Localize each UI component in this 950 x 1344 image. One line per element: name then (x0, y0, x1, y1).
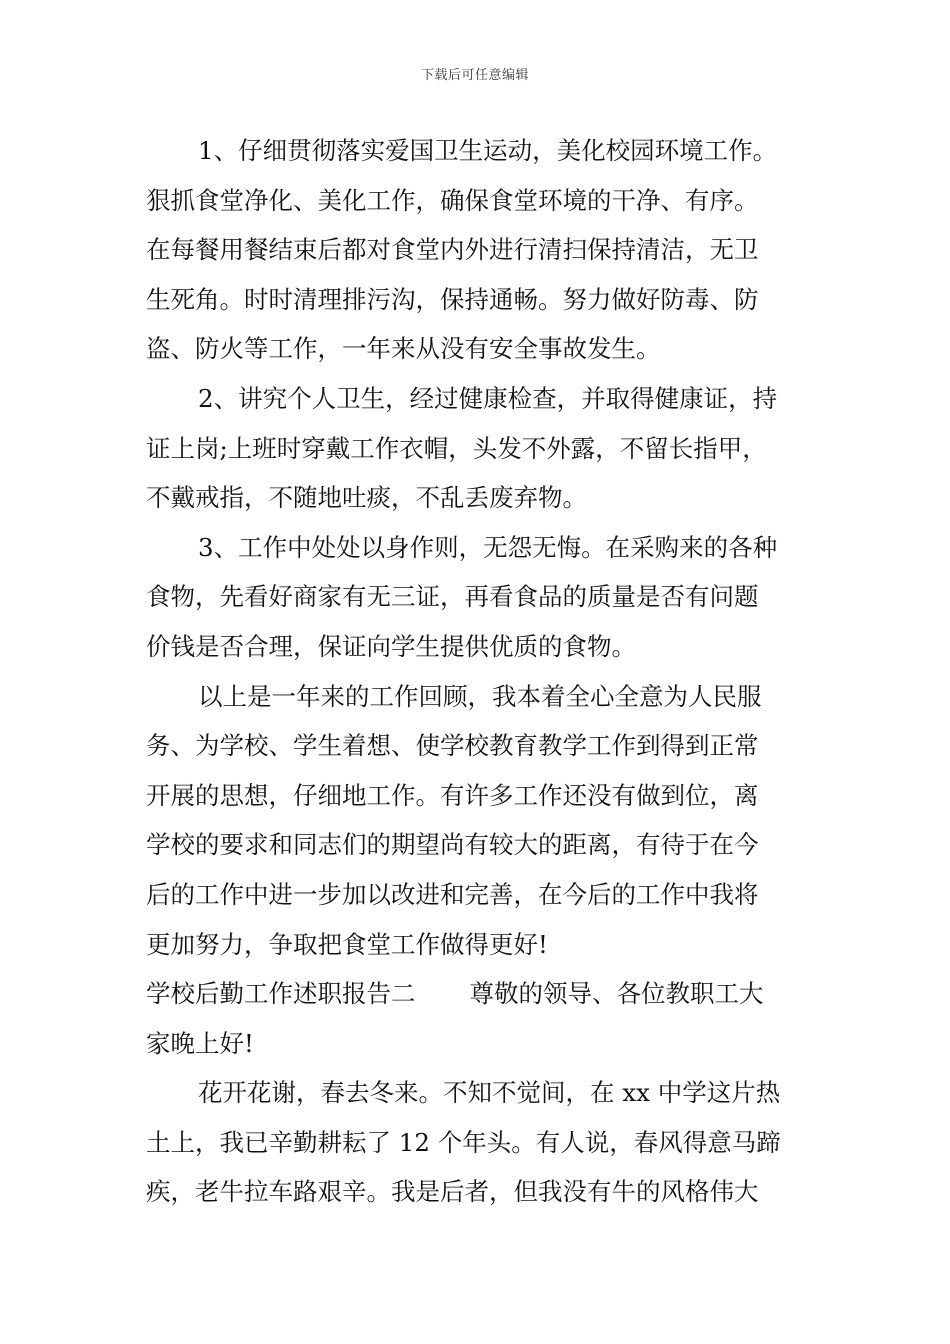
text-line: 不戴戒指，不随地吐痰，不乱丢废弃物。 (146, 483, 587, 513)
text-line: 2、讲究个人卫生，经过健康检查，并取得健康证，持 (198, 383, 778, 413)
document-body (146, 126, 806, 1217)
text-line: 花开花谢，春去冬来。不知不觉间，在 xx 中学这片热 (198, 1078, 781, 1108)
text-line: 3、工作中处处以身作则，无怨无悔。在采购来的各种 (198, 532, 778, 562)
text-line: 盗、防火等工作，一年来从没有安全事故发生。 (146, 334, 661, 364)
text-line: 更加努力，争取把食堂工作做得更好! (146, 929, 548, 959)
page-header: 下载后可任意编辑 (420, 68, 529, 83)
section-heading-line (146, 969, 806, 1019)
text-line: 开展的思想，仔细地工作。有许多工作还没有做到位，离 (146, 780, 759, 810)
text-line: 狠抓食堂净化、美化工作，确保食堂环境的干净、有序。 (146, 185, 759, 215)
text-line: 生死角。时时清理排污沟，保持通畅。努力做好防毒、防 (146, 284, 759, 314)
text-line: 学校的要求和同志们的期望尚有较大的距离，有待于在今 (146, 830, 759, 860)
text-line: 土上，我已辛勤耕耘了 12 个年头。有人说，春风得意马蹄 (146, 1127, 781, 1157)
greeting-text: 尊敬的领导、各位教职工大 (469, 979, 764, 1009)
text-line: 食物，先看好商家有无三证，再看食品的质量是否有问题 (146, 582, 759, 612)
text-line: 疾，老牛拉车路艰辛。我是后者，但我没有牛的风格伟大 (146, 1177, 759, 1207)
text-line: 务、为学校、学生着想、使学校教育教学工作到得到正常 (146, 731, 759, 761)
text-line: 后的工作中进一步加以改进和完善，在今后的工作中我将 (146, 879, 759, 909)
text-line: 证上岗;上班时穿戴工作衣帽，头发不外露，不留长指甲， (146, 433, 767, 463)
text-line: 在每餐用餐结束后都对食堂内外进行清扫保持清洁，无卫 (146, 235, 759, 265)
section-title: 学校后勤工作述职报告二 (146, 979, 416, 1009)
greeting-continuation: 家晚上好! (146, 1028, 254, 1058)
text-line: 1、仔细贯彻落实爱国卫生运动，美化校园环境工作。 (198, 136, 778, 165)
text-line: 价钱是否合理，保证向学生提供优质的食物。 (146, 631, 636, 661)
text-line: 以上是一年来的工作回顾，我本着全心全意为人民服 (198, 681, 762, 711)
